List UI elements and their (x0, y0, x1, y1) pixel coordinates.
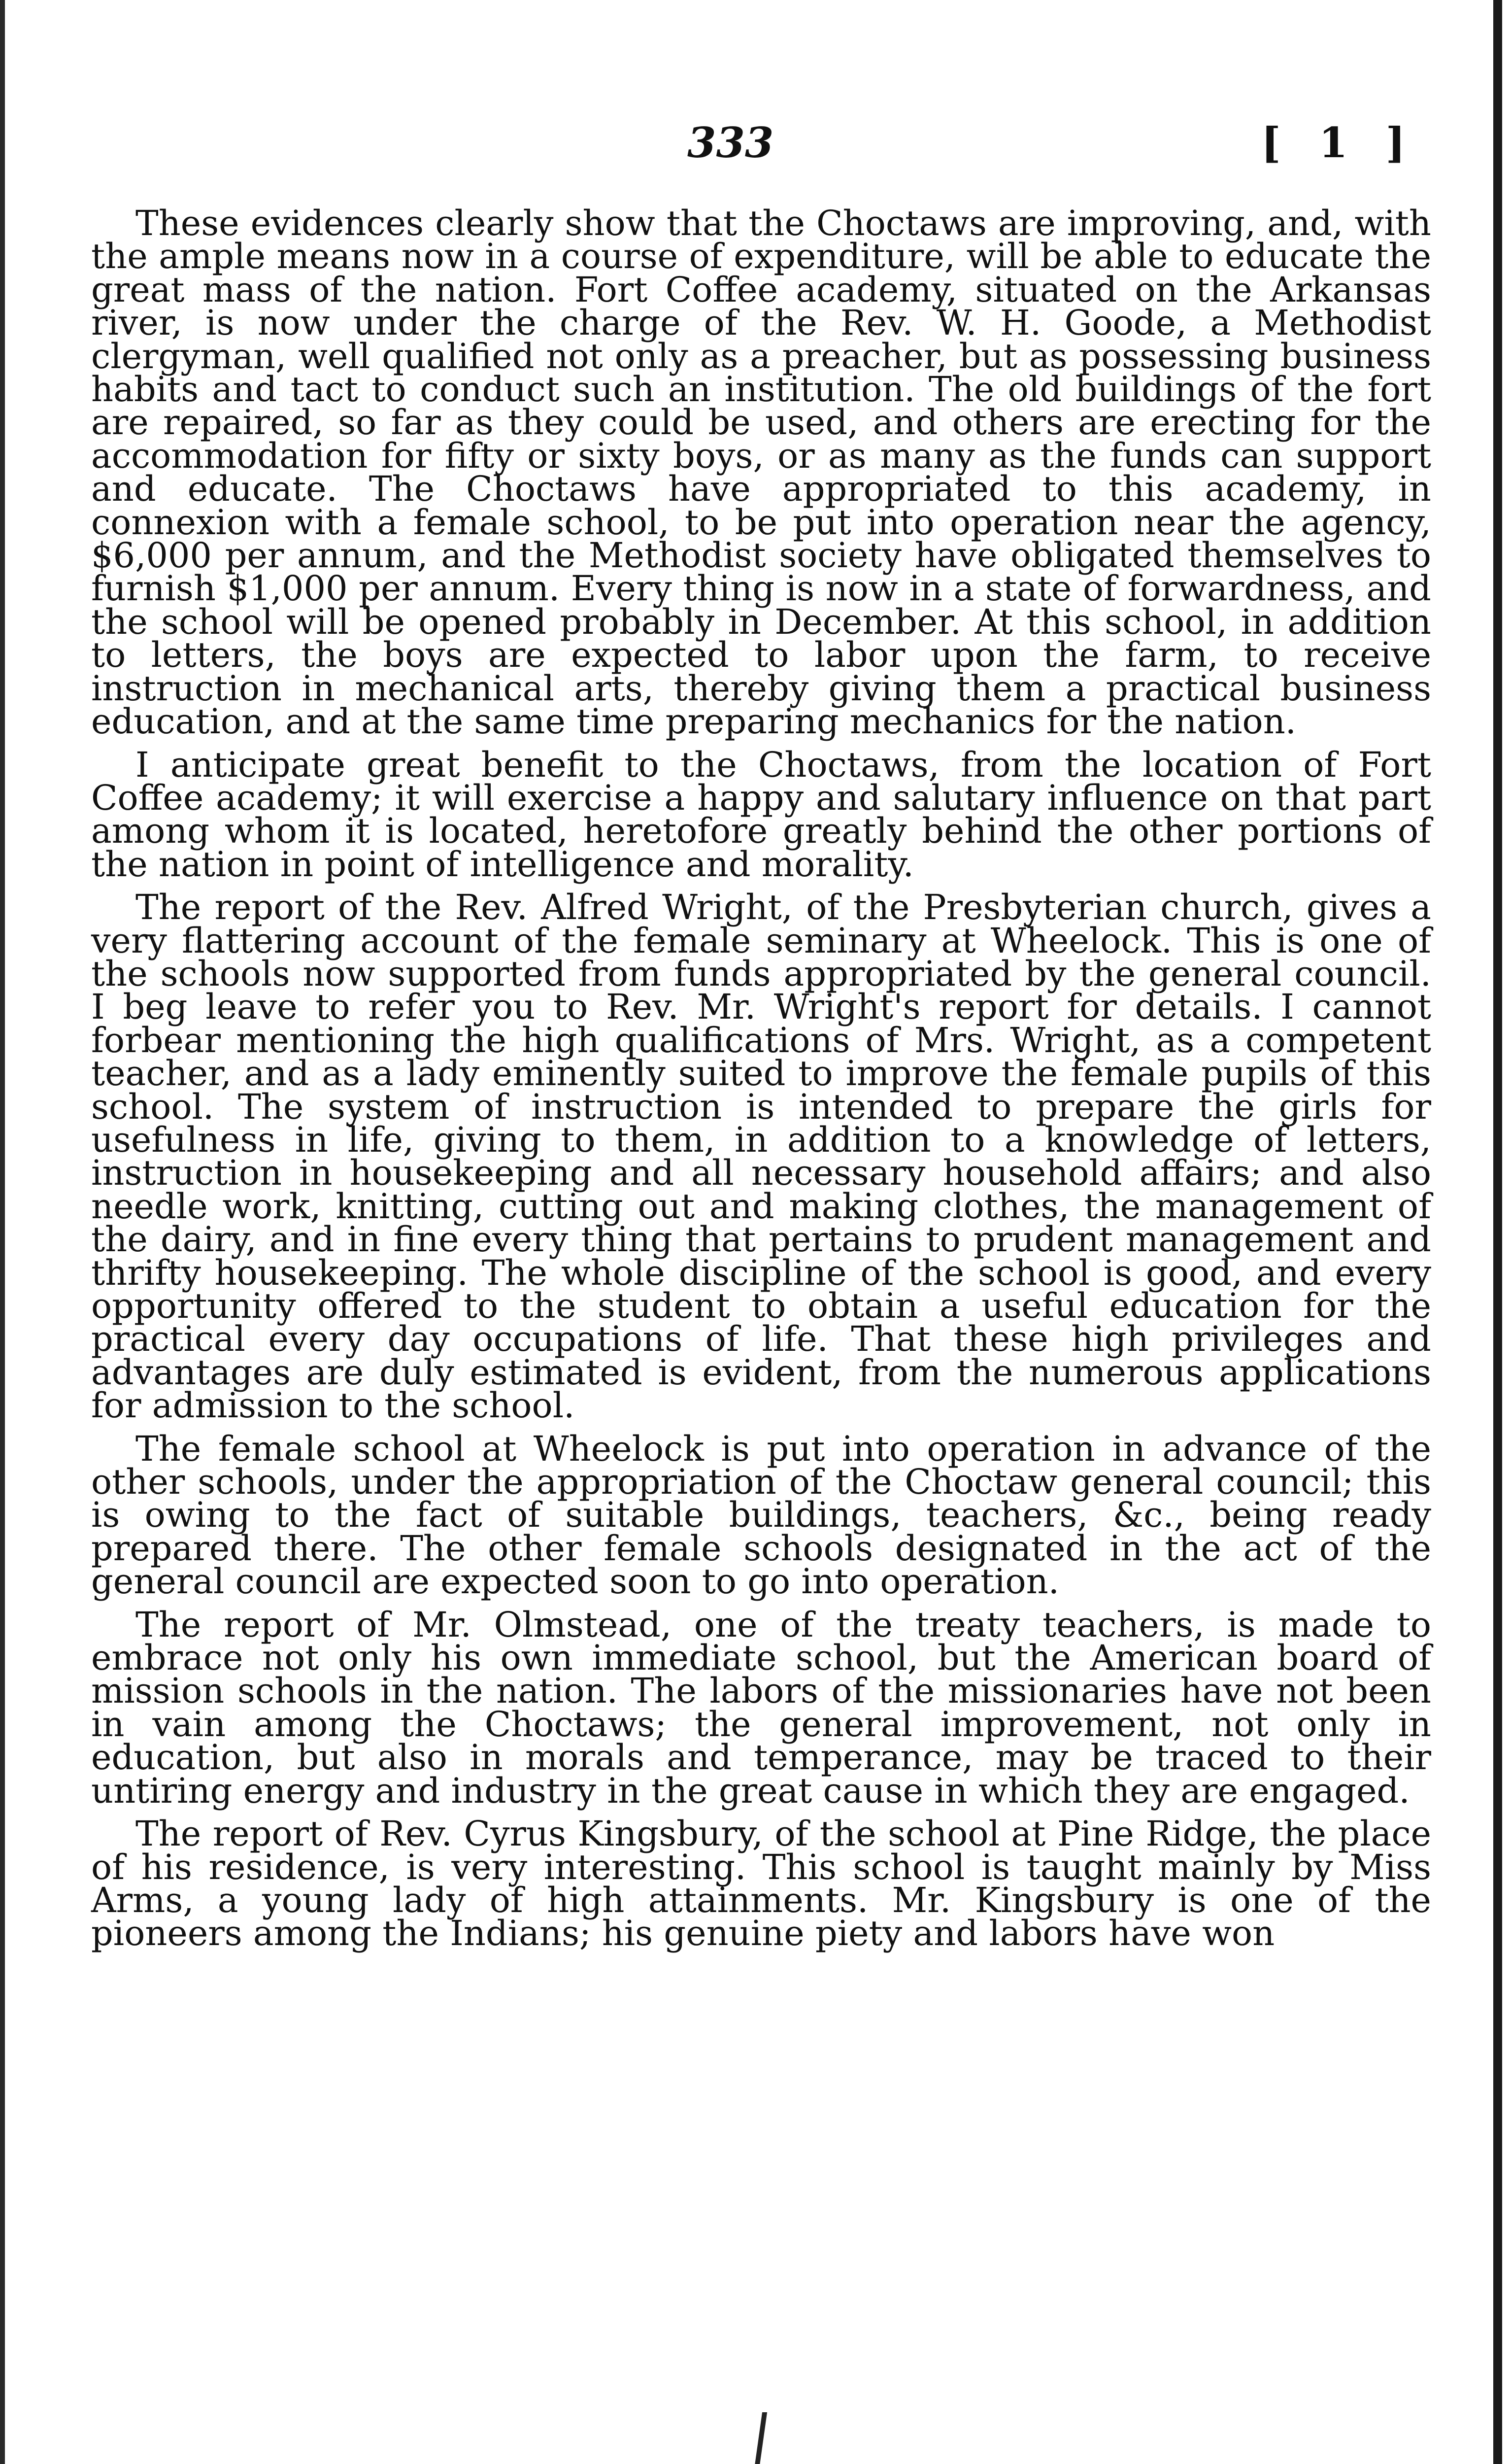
paragraph: The report of Mr. Olmstead, one of the treaty teachers, is made to embrace not only his own immediate school, but the American board of mission schools in the nation. The labors of the missionaries have not been in vain among the Choctaws; the general improvement, not only in education, but also in morals and temperance, may be traced to their untiring energy and industry in the great cause in which they are engaged. (91, 1604, 1431, 1811)
document-reference: [ 1 ] (1261, 118, 1417, 167)
page-edge-left (0, 0, 5, 2464)
page-edge-right (1493, 0, 1502, 2464)
paragraph: I anticipate great benefit to the Choctaws, from the location of Fort Coffee academy; it will exercise a happy and salutary influence on that part among whom it is located, heretofore greatly behind the other portions of the nation in point of intelligence and morality. (91, 744, 1431, 885)
paragraph: The report of Rev. Cyrus Kingsbury, of the school at Pine Ridge, the place of his residence, is very interesting. This school is taught mainly by Miss Arms, a young lady of high attainments. Mr. Kingsbury is one of the pioneers among the Indians; his genuine piety and labors have won (91, 1814, 1431, 1954)
paragraph: The female school at Wheelock is put into operation in advance of the other schools, under the appropriation of the Choctaw general council; this is owing to the fact of suitable buildings, teachers, &c., being ready prepared there. The other female schools designated in the act of the general council are expected soon to go into operation. (91, 1428, 1431, 1602)
body-text (91, 203, 1431, 1954)
paragraph: These evidences clearly show that the Choctaws are improving, and, with the ample means now in a course of expenditure, will be able to educate the great mass of the nation. Fort Coffee academy, situated on the Arkansas river, is now under the charge of the Rev. W. H. Goode, a Methodist clergyman, well qualified not only as a preacher, but as possessing business habits and tact to conduct such an institution. The old buildings of the fort are repaired, so far as they could be used, and others are erecting for the accommodation for fifty or sixty boys, or as many as the funds can support and educate. The Choctaws have appropriated to this academy, in connexion with a female school, to be put into operation near the agency, $6,000 per annum, and the Methodist society have obligated themselves to furnish $1,000 per annum. Every thing is now in a state of forwardness, and the school will be opened probably in December. At this school, in addition to letters, the boys are expected to labor upon the farm, to receive instruction in mechanical arts, thereby giving them a practical business education, and at the same time preparing mechanics for the nation. (91, 203, 1431, 742)
gutter-mark (743, 2412, 767, 2464)
paragraph: The report of the Rev. Alfred Wright, of the Presbyterian church, gives a very flattering account of the female seminary at Wheelock. This is one of the schools now supported from funds appropriated by the general council. I beg leave to refer you to Rev. Mr. Wright's report for details. I cannot forbear mentioning the high qualifications of Mrs. Wright, as a competent teacher, and as a lady eminently suited to improve the female pupils of this school. The system of instruction is intended to prepare the girls for usefulness in life, giving to them, in addition to a knowledge of letters, instruction in housekeeping and all necessary household affairs; and also needle work, knitting, cutting out and making clothes, the management of the dairy, and in fine every thing that pertains to prudent management and thrifty housekeeping. The whole discipline of the school is good, and every opportunity offered to the student to obtain a useful education for the practical every day occupations of life. That these high privileges and advantages are duly estimated is evident, from the numerous applications for admission to the school. (91, 887, 1431, 1426)
page-header (0, 118, 1511, 177)
page-number: 333 (687, 118, 774, 167)
